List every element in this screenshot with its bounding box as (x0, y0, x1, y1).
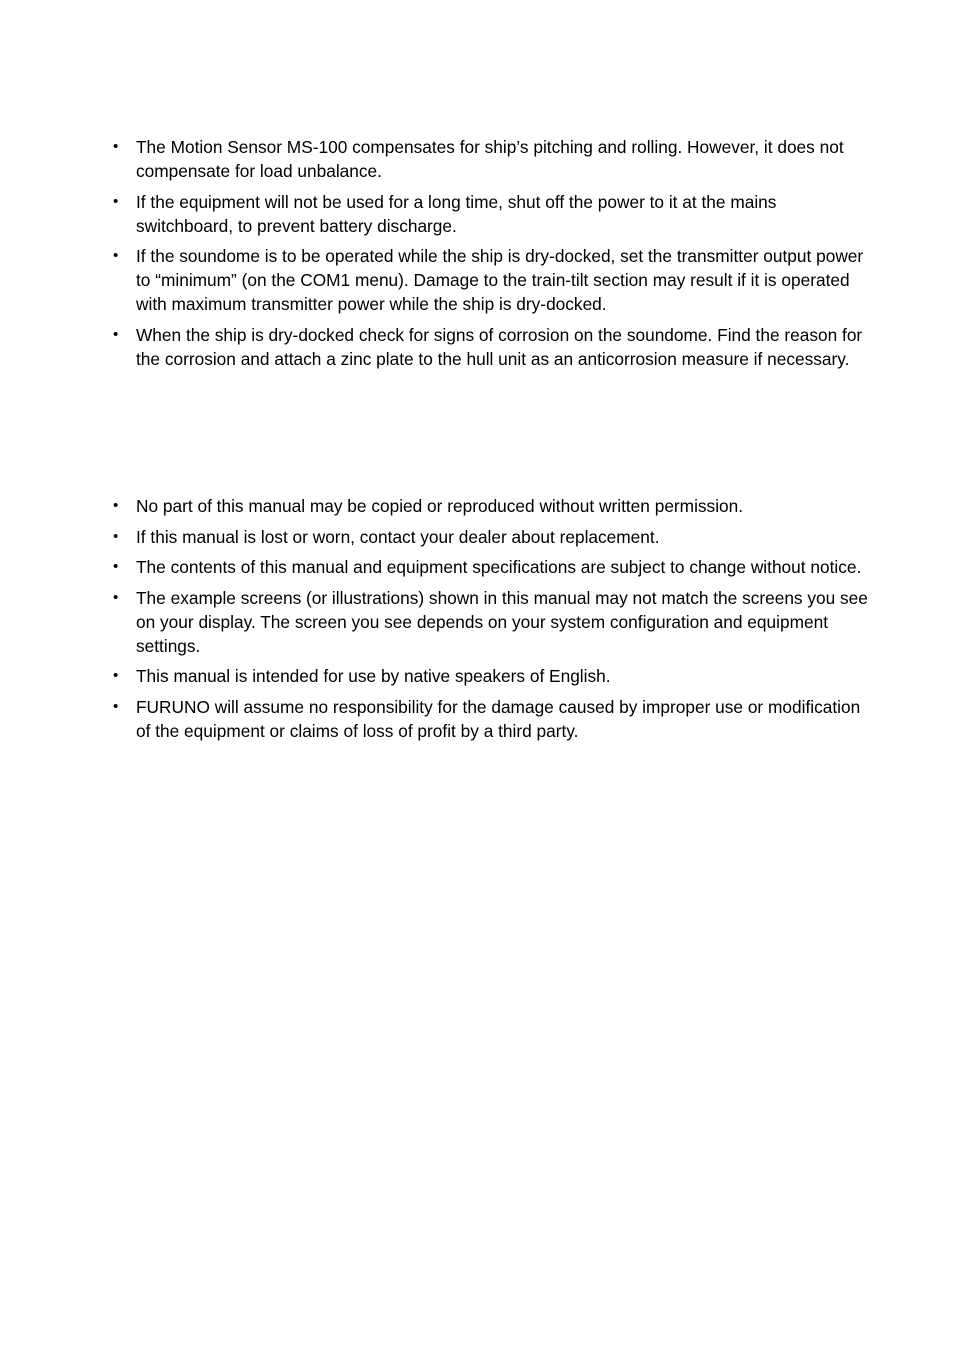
list-item-text: If the equipment will not be used for a long time, shut off the power to it at the mains switchboard, to prevent battery discharge. (136, 191, 777, 236)
list-item (110, 664, 870, 688)
bullet-icon: • (113, 247, 119, 264)
list-item-text: When the ship is dry-docked check for signs of corrosion on the soundome. Find the reason for the corrosion and attach a zinc plate to the hull unit as an anticorrosion measure if necessary. (136, 324, 863, 369)
list-item-text: If this manual is lost or worn, contact your dealer about replacement. (136, 526, 660, 547)
list-item (110, 494, 870, 518)
list-item-text: If the soundome is to be operated while the ship is dry-docked, set the transmitter output power to “minimum” (on the COM1 menu). Damage to the train-tilt section may result if it is operated with maximum transmitter power while the ship is dry-docked. (136, 246, 864, 314)
list-item-text: No part of this manual may be copied or reproduced without written permission. (136, 496, 744, 516)
list-item (110, 244, 870, 316)
bullet-icon: • (113, 558, 119, 575)
list-item (110, 135, 870, 183)
list-item (110, 323, 870, 371)
list-item-text: The contents of this manual and equipment specifications are subject to change without notice. (136, 557, 862, 577)
list-item-text: FURUNO will assume no responsibility for the damage caused by improper use or modification of the equipment or claims of loss of profit by a third party. (136, 696, 861, 741)
list-item-text: This manual is intended for use by native speakers of English. (136, 666, 611, 686)
operation-notes-list (110, 135, 870, 377)
bullet-icon: • (113, 325, 119, 343)
list-item-text: The example screens (or illustrations) shown in this manual may not match the screens you see on your display. The screen you see depends on your system configuration and equipment settings. (136, 587, 868, 656)
bullet-icon: • (113, 588, 119, 606)
list-item (110, 190, 870, 238)
list-item (110, 586, 870, 658)
bullet-icon: • (113, 192, 119, 210)
bullet-icon: • (113, 527, 119, 545)
list-item (110, 555, 870, 579)
bullet-icon: • (113, 697, 119, 715)
bullet-icon: • (113, 497, 119, 514)
list-item-text: The Motion Sensor MS-100 compensates for ship’s pitching and rolling. However, it does not compensate for load unbalance. (136, 137, 844, 181)
bullet-icon: • (113, 138, 119, 155)
manual-notice-list (110, 494, 870, 749)
bullet-icon: • (113, 667, 119, 684)
list-item (110, 695, 870, 743)
list-item (110, 525, 870, 549)
